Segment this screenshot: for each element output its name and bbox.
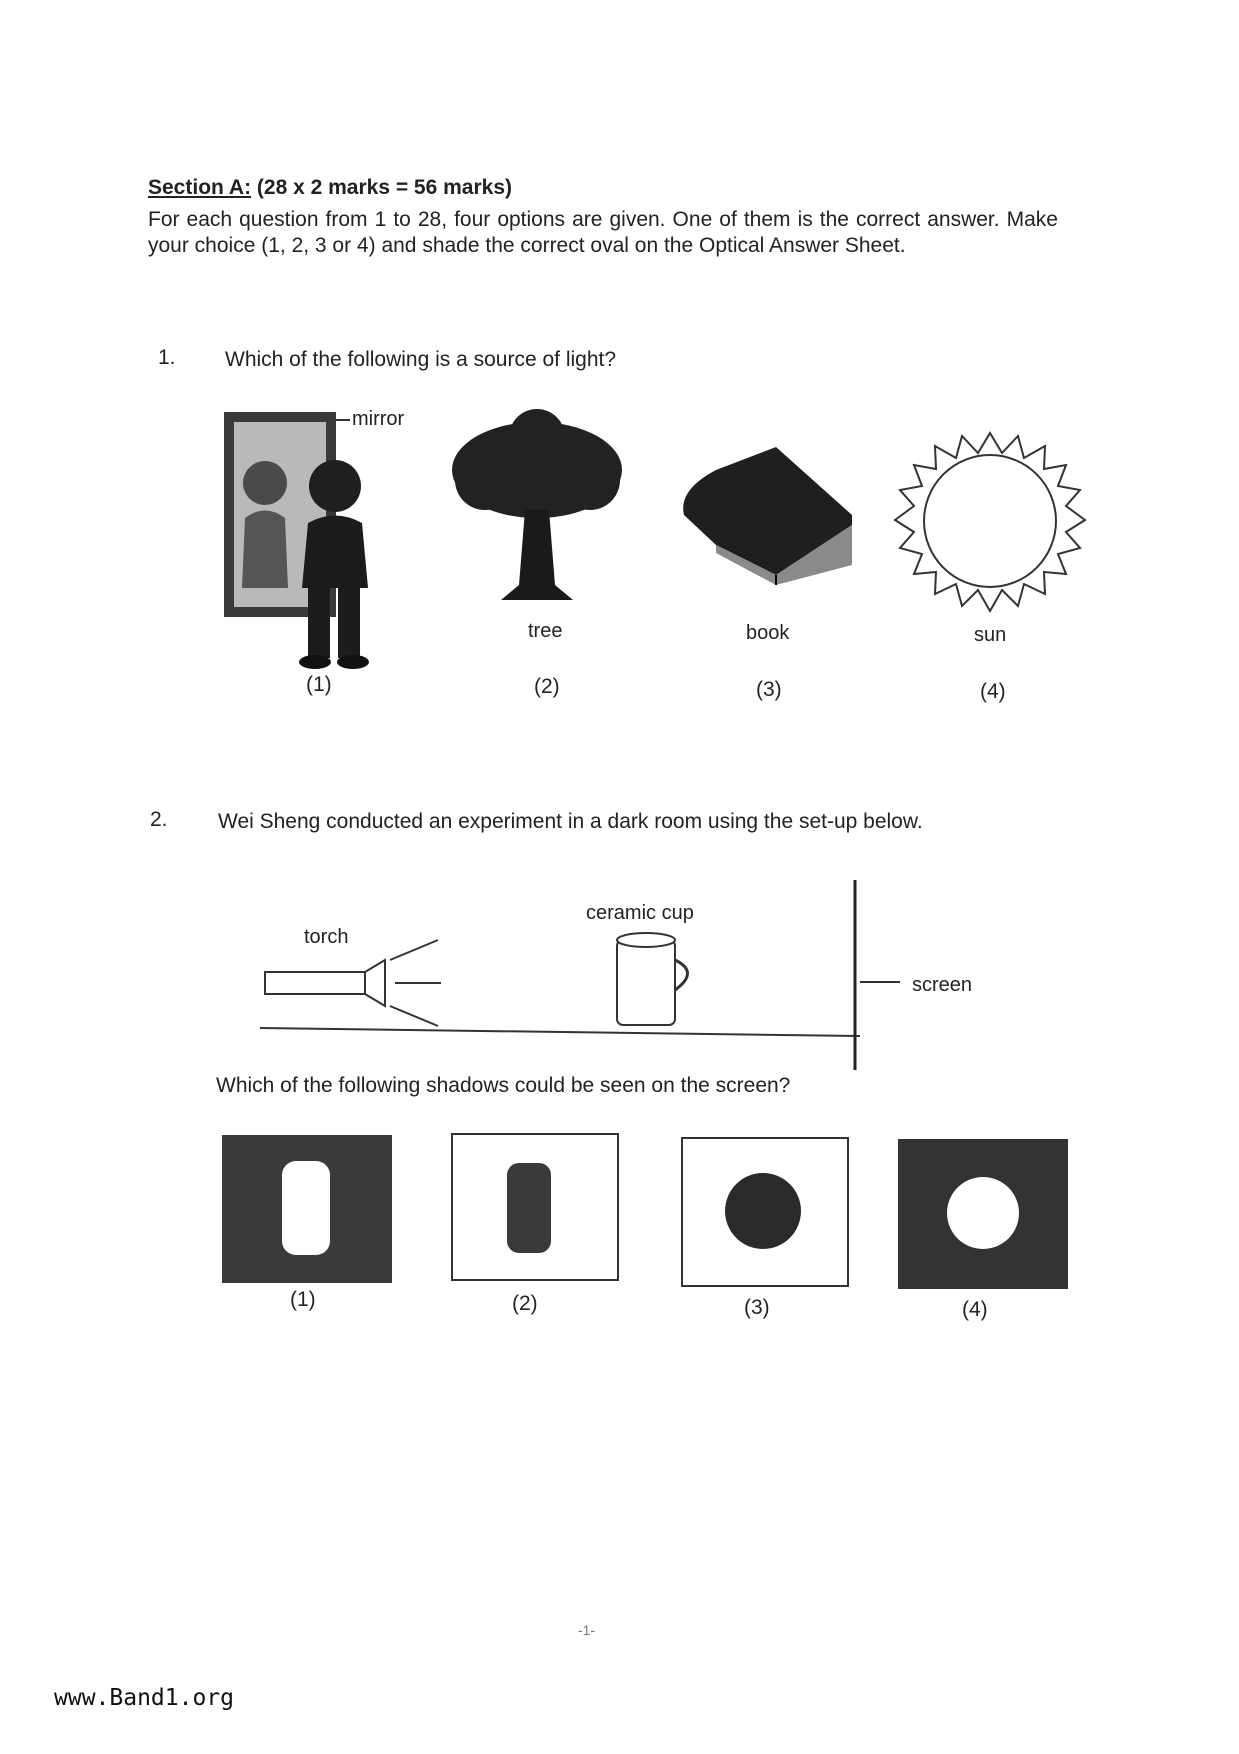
q2-option-4: (4) (962, 1298, 988, 1321)
boy-head (309, 460, 361, 512)
table-line (260, 1028, 860, 1036)
torch-label: torch (304, 926, 349, 948)
tree-label: tree (528, 620, 563, 642)
q1-option-3: (3) (756, 678, 782, 701)
book-label: book (746, 622, 790, 644)
question-1-number: 1. (158, 346, 176, 369)
q2-option-3: (3) (744, 1296, 770, 1319)
question-2-text: Wei Sheng conducted an experiment in a dark room using the set-up below. (218, 810, 923, 833)
q1-option-4: (4) (980, 680, 1006, 703)
section-marks: (28 x 2 marks = 56 marks) (256, 176, 513, 199)
q1-option-1: (1) (306, 673, 332, 696)
page-number: -1- (578, 1622, 596, 1638)
shadow-option-1-picture (222, 1135, 392, 1283)
section-title: Section A: (148, 176, 252, 199)
q2-option-2: (2) (512, 1292, 538, 1315)
question-1-text: Which of the following is a source of light? (225, 348, 617, 371)
section-heading (148, 176, 512, 200)
question-2-number: 2. (150, 808, 168, 831)
sun-picture (890, 428, 1090, 618)
book-picture (676, 445, 861, 585)
torch-head (365, 960, 385, 1006)
q2-option-1: (1) (290, 1288, 316, 1311)
ceramic-cup-label: ceramic cup (586, 902, 694, 924)
mirror-label: mirror (352, 408, 405, 430)
sun-disc (924, 455, 1056, 587)
experiment-setup-diagram (255, 880, 895, 1080)
instructions: For each question from 1 to 28, four options are given. One of them is the correct answer. Make your choice (1, 2, 3 or 4) and shade the correct oval on the Optical Answer Sheet. (148, 208, 1058, 257)
footer-url[interactable]: www.Band1.org (54, 1685, 235, 1711)
shadow-option-3-picture (681, 1137, 849, 1287)
screen-label: screen (912, 974, 973, 996)
q1-option-2: (2) (534, 675, 560, 698)
tree-trunk (501, 510, 573, 600)
sun-label: sun (974, 624, 1007, 646)
shadow-option-2-picture (451, 1133, 619, 1281)
tree-picture (445, 415, 630, 605)
cup-handle (675, 960, 688, 990)
mirror-boy-picture (220, 408, 400, 673)
torch-body (265, 972, 365, 994)
ceramic-cup (617, 940, 675, 1025)
boy-body (302, 516, 368, 589)
shadow-option-4-picture (898, 1139, 1068, 1289)
question-2-subquestion: Which of the following shadows could be seen on the screen? (216, 1074, 791, 1097)
